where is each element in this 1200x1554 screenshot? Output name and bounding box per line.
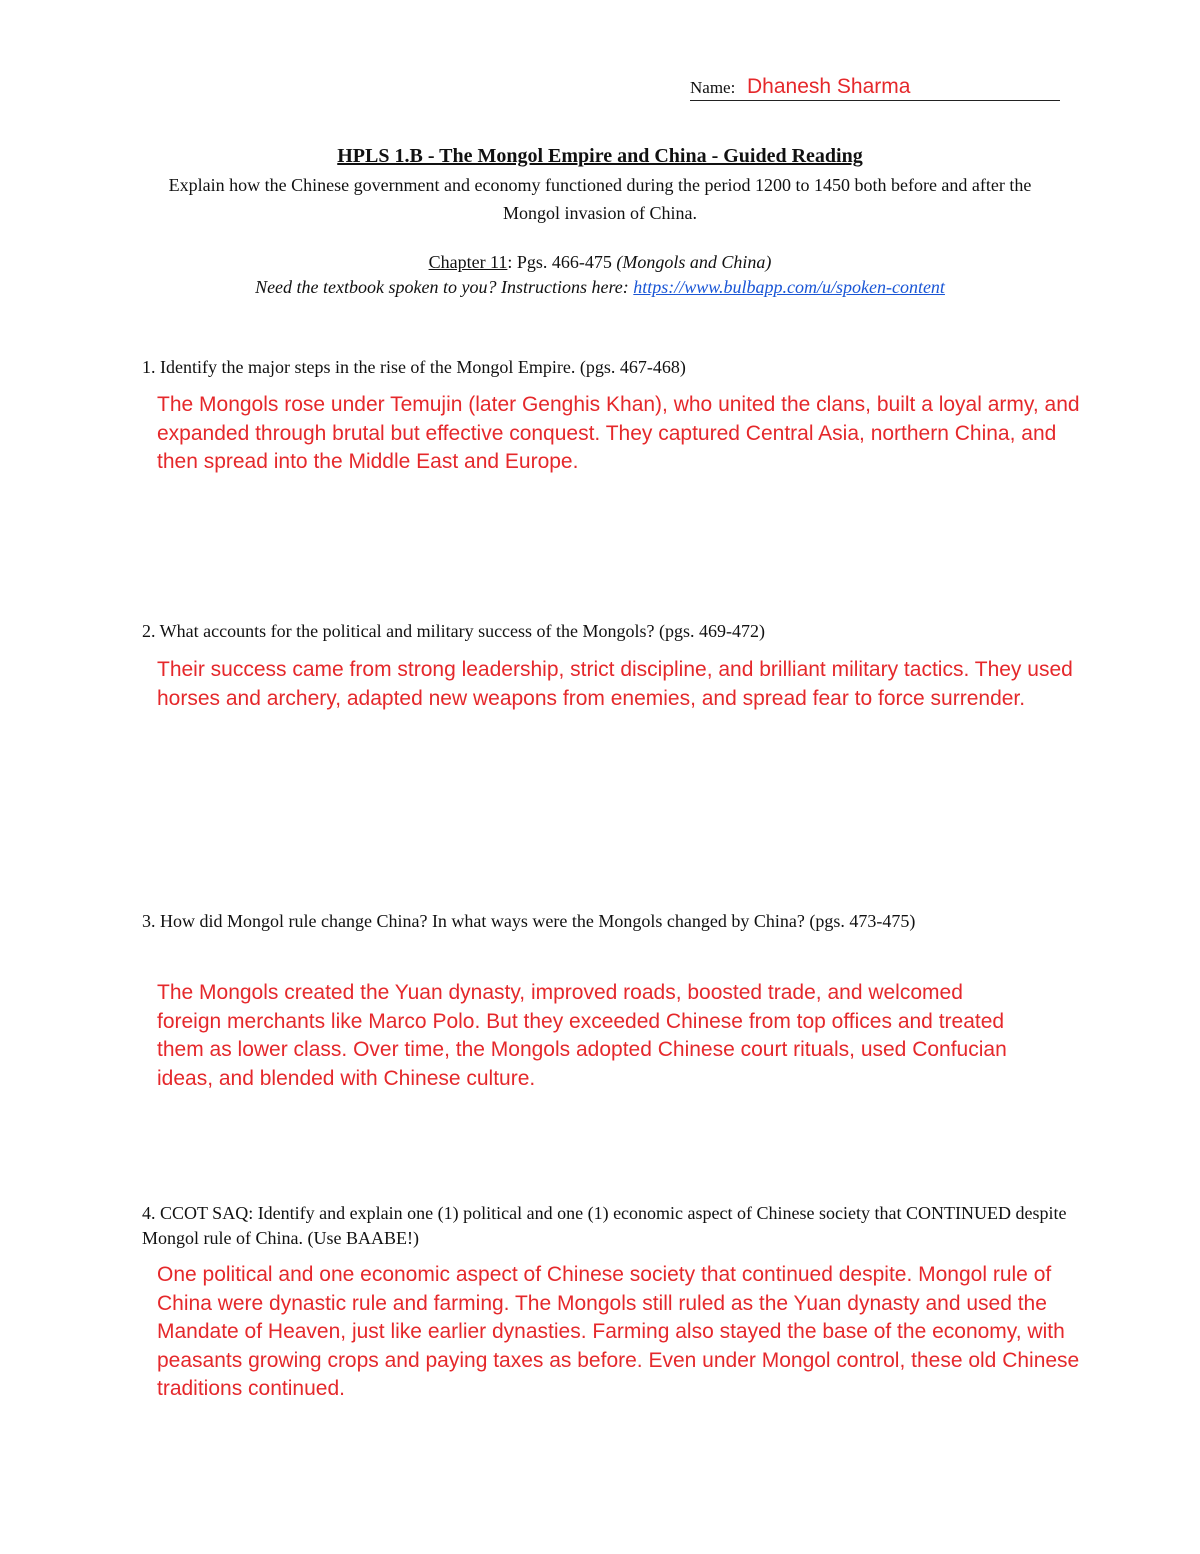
answer-2[interactable]: Their success came from strong leadership, strict discipline, and brilliant military tactics. They used horses and archery, adapted new weapons from enemies, and spread fear to force surrender. bbox=[157, 658, 1073, 710]
question-3: 3. How did Mongol rule change China? In what ways were the Mongols changed by China? (pgs. 473-475) bbox=[142, 911, 916, 931]
spoken-text: Need the textbook spoken to you? Instructions here: bbox=[255, 277, 634, 297]
answer-1[interactable]: The Mongols rose under Temujin (later Genghis Khan), who united the clans, built a loyal army, and expanded through brutal but effective conquest. They captured Central Asia, northern China, and then spread into the Middle East and Europe. bbox=[157, 393, 1080, 473]
answer-4[interactable]: One political and one economic aspect of Chinese society that continued despite. Mongol rule of China were dynastic rule and farming. The Mongols still ruled as the Yuan dynasty and used the Mandate of Heaven, just like earlier dynasties. Farming also stayed the base of the economy, with peasants growing crops and paying taxes as before. Even under Mongol control, these old Chinese traditions continued. bbox=[157, 1263, 1080, 1400]
name-value[interactable]: Dhanesh Sharma bbox=[747, 75, 911, 98]
answer-3[interactable]: The Mongols created the Yuan dynasty, improved roads, boosted trade, and welcomed foreign merchants like Marco Polo. But they exceeded Chinese from top offices and treated them as lower class. Over time, the Mongols adopted Chinese court rituals, used Confucian ideas, and blended with Chinese culture. bbox=[157, 981, 1007, 1090]
name-label: Name: bbox=[690, 78, 736, 97]
question-1: 1. Identify the major steps in the rise of the Mongol Empire. (pgs. 467-468) bbox=[142, 357, 686, 377]
document-subtitle: Explain how the Chinese government and economy functioned during the period 1200 to 1450 both before and after the Mongol invasion of China. bbox=[168, 175, 1032, 223]
chapter-reference bbox=[0, 252, 1200, 273]
chapter-pages: : Pgs. 466-475 bbox=[507, 252, 617, 272]
question-4: 4. CCOT SAQ: Identify and explain one (1) political and one (1) economic aspect of Chinese society that CONTINUED despite Mongol rule of China. (Use BAABE!) bbox=[142, 1203, 1067, 1248]
spoken-instructions bbox=[0, 277, 1200, 298]
name-field[interactable] bbox=[690, 74, 1060, 101]
chapter-label: Chapter 11 bbox=[428, 252, 508, 272]
spoken-content-link[interactable]: https://www.bulbapp.com/u/spoken-content bbox=[633, 277, 945, 297]
question-2: 2. What accounts for the political and military success of the Mongols? (pgs. 469-472) bbox=[142, 621, 766, 641]
chapter-topic: (Mongols and China) bbox=[616, 252, 772, 272]
document-title: HPLS 1.B - The Mongol Empire and China - Guided Reading bbox=[337, 145, 863, 167]
